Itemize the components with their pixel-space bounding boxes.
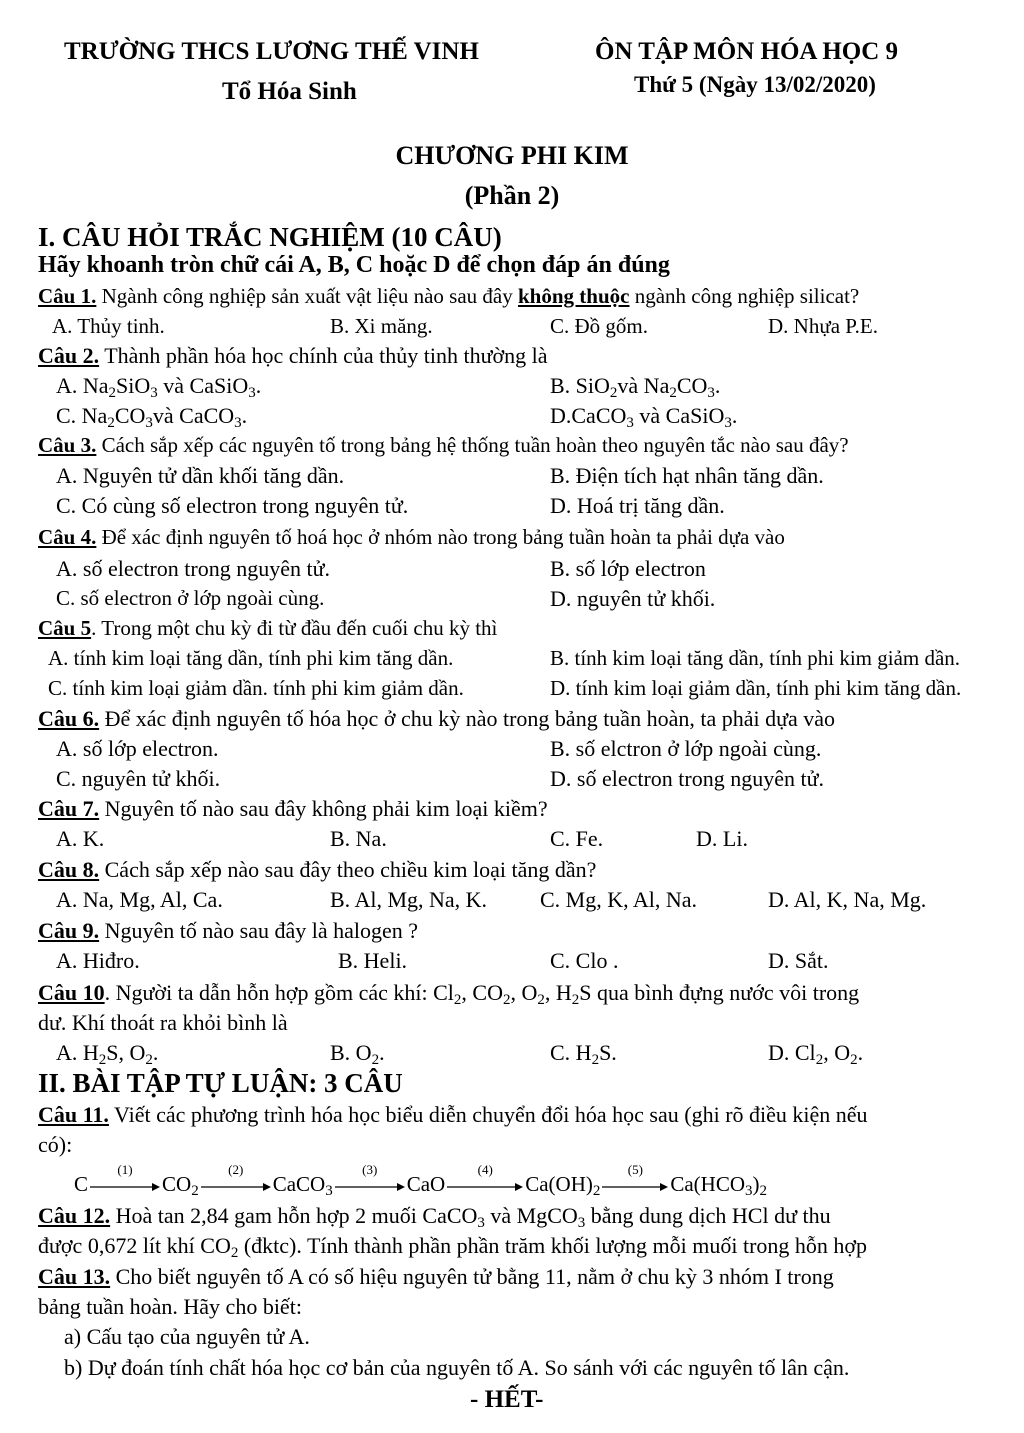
- q3-option-a: A. Nguyên tử dần khối tăng dần.: [56, 463, 345, 488]
- q3-number: Câu 3.: [38, 433, 97, 457]
- q12-number: Câu 12.: [38, 1203, 111, 1228]
- end-marker: - HẾT-: [470, 1386, 544, 1413]
- q11-reaction-chain: C (1) $CO_2$ (2) CaCO$_3$ (3) CaO (4) $Ca(OH)_2$ (5) $Ca(HCO_3)_2$: [74, 1162, 768, 1199]
- section1-heading: I. CÂU HỎI TRẮC NGHIỆM (10 CÂU): [38, 222, 502, 252]
- q4-option-b: B. số lớp electron: [550, 556, 706, 581]
- q9-option-b: B. Heli.: [338, 948, 408, 973]
- q5-option-d: D. tính kim loại giảm dần, tính phi kim tăng dần.: [550, 676, 962, 700]
- q4-stem: Câu 4. Để xác định nguyên tố hoá học ở nhóm nào trong bảng tuần hoàn ta phải dựa vào: [38, 525, 785, 549]
- q3-option-c: C. Có cùng số electron trong nguyên tử.: [56, 493, 409, 518]
- group-name: Tổ Hóa Sinh: [222, 78, 357, 105]
- q1-stem: Câu 1. Ngành công nghiệp sản xuất vật liệu nào sau đây không thuộc ngành công nghiệp silicat?: [38, 284, 860, 308]
- subject-title: ÔN TẬP MÔN HÓA HỌC 9: [595, 38, 899, 65]
- q2-option-c: C. $Na_2CO_3và$ CaCO$_3$.: [56, 403, 248, 431]
- q4-option-c: C. số electron ở lớp ngoài cùng.: [56, 586, 325, 610]
- q2-number: Câu 2.: [38, 343, 100, 368]
- reaction-arrow-5: (5): [602, 1176, 668, 1196]
- q4-option-a: A. số electron trong nguyên tử.: [56, 556, 331, 581]
- q10-option-a: A. $H_2S$, $O_2$.: [56, 1040, 159, 1068]
- q7-stem: Câu 7. Nguyên tố nào sau đây không phải kim loại kiềm?: [38, 796, 548, 821]
- q8-option-b: B. Al, Mg, Na, K.: [330, 887, 488, 912]
- q7-option-c: C. Fe.: [550, 826, 604, 851]
- reaction-arrow-3: (3): [335, 1176, 405, 1196]
- q1-option-b: B. Xi măng.: [330, 314, 433, 338]
- q10-option-d: D. $Cl_2$, $O_2$.: [768, 1040, 864, 1068]
- q10-option-b: B. $O_2$.: [330, 1040, 385, 1068]
- q6-option-c: C. nguyên tử khối.: [56, 766, 221, 791]
- q1-option-d: D. Nhựa P.E.: [768, 314, 878, 338]
- reaction-arrow-2: (2): [201, 1176, 271, 1196]
- q7-option-a: A. K.: [56, 826, 105, 851]
- q5-option-c: C. tính kim loại giảm dần. tính phi kim giảm dần.: [48, 676, 464, 700]
- q1-option-a: A. Thủy tinh.: [52, 314, 165, 338]
- q6-stem: Câu 6. Để xác định nguyên tố hóa học ở chu kỳ nào trong bảng tuần hoàn, ta phải dựa vào: [38, 706, 836, 731]
- q12-stem-line2: được 0,672 lít khí $CO_2$ (đktc). Tính thành phần phần trăm khối lượng mỗi muối trong hỗn hợp: [38, 1233, 868, 1261]
- q7-number: Câu 7.: [38, 796, 100, 821]
- q5-option-a: A. tính kim loại tăng dần, tính phi kim tăng dần.: [48, 646, 454, 670]
- q6-option-b: B. số elctron ở lớp ngoài cùng.: [550, 736, 822, 761]
- q7-option-d: D. Li.: [696, 826, 748, 851]
- q13-number: Câu 13.: [38, 1264, 111, 1289]
- q13-stem-line2: bảng tuần hoàn. Hãy cho biết:: [38, 1294, 302, 1319]
- q2-option-d: D.CaCO$_3$ và CaSiO$_3$.: [550, 403, 738, 431]
- q8-option-a: A. Na, Mg, Al, Ca.: [56, 887, 223, 912]
- q5-option-b: B. tính kim loại tăng dần, tính phi kim giảm dần.: [550, 646, 961, 670]
- q9-stem: Câu 9. Nguyên tố nào sau đây là halogen ?: [38, 918, 419, 943]
- q1-number: Câu 1.: [38, 284, 97, 308]
- q2-option-a: A. $Na_2SiO_3$ và CaSiO$_3$.: [56, 373, 262, 401]
- q5-number: Câu 5: [38, 616, 92, 640]
- school-name: TRƯỜNG THCS LƯƠNG THẾ VINH: [64, 38, 479, 65]
- q1-option-c: C. Đồ gốm.: [550, 314, 649, 338]
- q4-option-d: D. nguyên tử khối.: [550, 586, 716, 611]
- q13-part-a: a) Cấu tạo của nguyên tử A.: [64, 1324, 310, 1349]
- q11-stem: Câu 11. Viết các phương trình hóa học biểu diễn chuyển đổi hóa học sau (ghi rõ điều kiện nếu: [38, 1102, 868, 1127]
- section1-instruction: Hãy khoanh tròn chữ cái A, B, C hoặc D để chọn đáp án đúng: [38, 252, 670, 278]
- section2-heading: II. BÀI TẬP TỰ LUẬN: 3 CÂU: [38, 1068, 403, 1098]
- q10-stem-line2: dư. Khí thoát ra khỏi bình là: [38, 1010, 288, 1035]
- q8-option-d: D. Al, K, Na, Mg.: [768, 887, 927, 912]
- q6-option-a: A. số lớp electron.: [56, 736, 219, 761]
- chapter-title: CHƯƠNG PHI KIM: [395, 141, 629, 170]
- q3-option-d: D. Hoá trị tăng dần.: [550, 493, 725, 518]
- q1-emphasis: không thuộc: [518, 284, 630, 308]
- q11-number: Câu 11.: [38, 1102, 109, 1127]
- q9-option-d: D. Sắt.: [768, 948, 829, 973]
- q8-stem: Câu 8. Cách sắp xếp nào sau đây theo chiều kim loại tăng dần?: [38, 857, 597, 882]
- q8-option-c: C. Mg, K, Al, Na.: [540, 887, 698, 912]
- reaction-arrow-1: (1): [90, 1176, 160, 1196]
- q9-number: Câu 9.: [38, 918, 100, 943]
- q9-option-c: C. Clo .: [550, 948, 619, 973]
- q2-stem: Câu 2. Thành phần hóa học chính của thủy tinh thường là: [38, 343, 548, 368]
- exam-date: Thứ 5 (Ngày 13/02/2020): [634, 72, 876, 97]
- q9-option-a: A. Hiđro.: [56, 948, 140, 973]
- q12-stem: Câu 12. Hoà tan 2,84 gam hỗn hợp 2 muối CaCO$_3$ và MgCO$_3$ bằng dung dịch HCl dư thu: [38, 1203, 831, 1231]
- q6-option-d: D. số electron trong nguyên tử.: [550, 766, 825, 791]
- reaction-arrow-4: (4): [447, 1176, 523, 1196]
- q13-stem: Câu 13. Cho biết nguyên tố A có số hiệu nguyên tử bằng 11, nằm ở chu kỳ 3 nhóm I trong: [38, 1264, 834, 1289]
- q10-stem: Câu 10. Người ta dẫn hỗn hợp gồm các khí: $Cl_2$, $CO_2$, $O_2$, $H_2S$ qua bình đựng nước vôi trong: [38, 980, 860, 1008]
- q10-option-c: C. $H_2S$.: [550, 1040, 617, 1068]
- q4-number: Câu 4.: [38, 525, 97, 549]
- q5-stem: Câu 5. Trong một chu kỳ đi từ đầu đến cuối chu kỳ thì: [38, 616, 498, 640]
- q10-number: Câu 10: [38, 980, 105, 1005]
- q8-number: Câu 8.: [38, 857, 100, 882]
- q7-option-b: B. Na.: [330, 826, 387, 851]
- q3-stem: Câu 3. Cách sắp xếp các nguyên tố trong bảng hệ thống tuần hoàn theo nguyên tắc nào sau đây?: [38, 433, 849, 457]
- q3-option-b: B. Điện tích hạt nhân tăng dần.: [550, 463, 824, 488]
- q6-number: Câu 6.: [38, 706, 100, 731]
- q11-stem-line2: có):: [38, 1132, 73, 1157]
- q13-part-b: b) Dự đoán tính chất hóa học cơ bản của nguyên tố A. So sánh với các nguyên tố lân cận.: [64, 1355, 850, 1380]
- q2-option-b: B. SiO$_2$và $Na_2CO_3$.: [550, 373, 721, 401]
- part-title: (Phần 2): [464, 181, 560, 210]
